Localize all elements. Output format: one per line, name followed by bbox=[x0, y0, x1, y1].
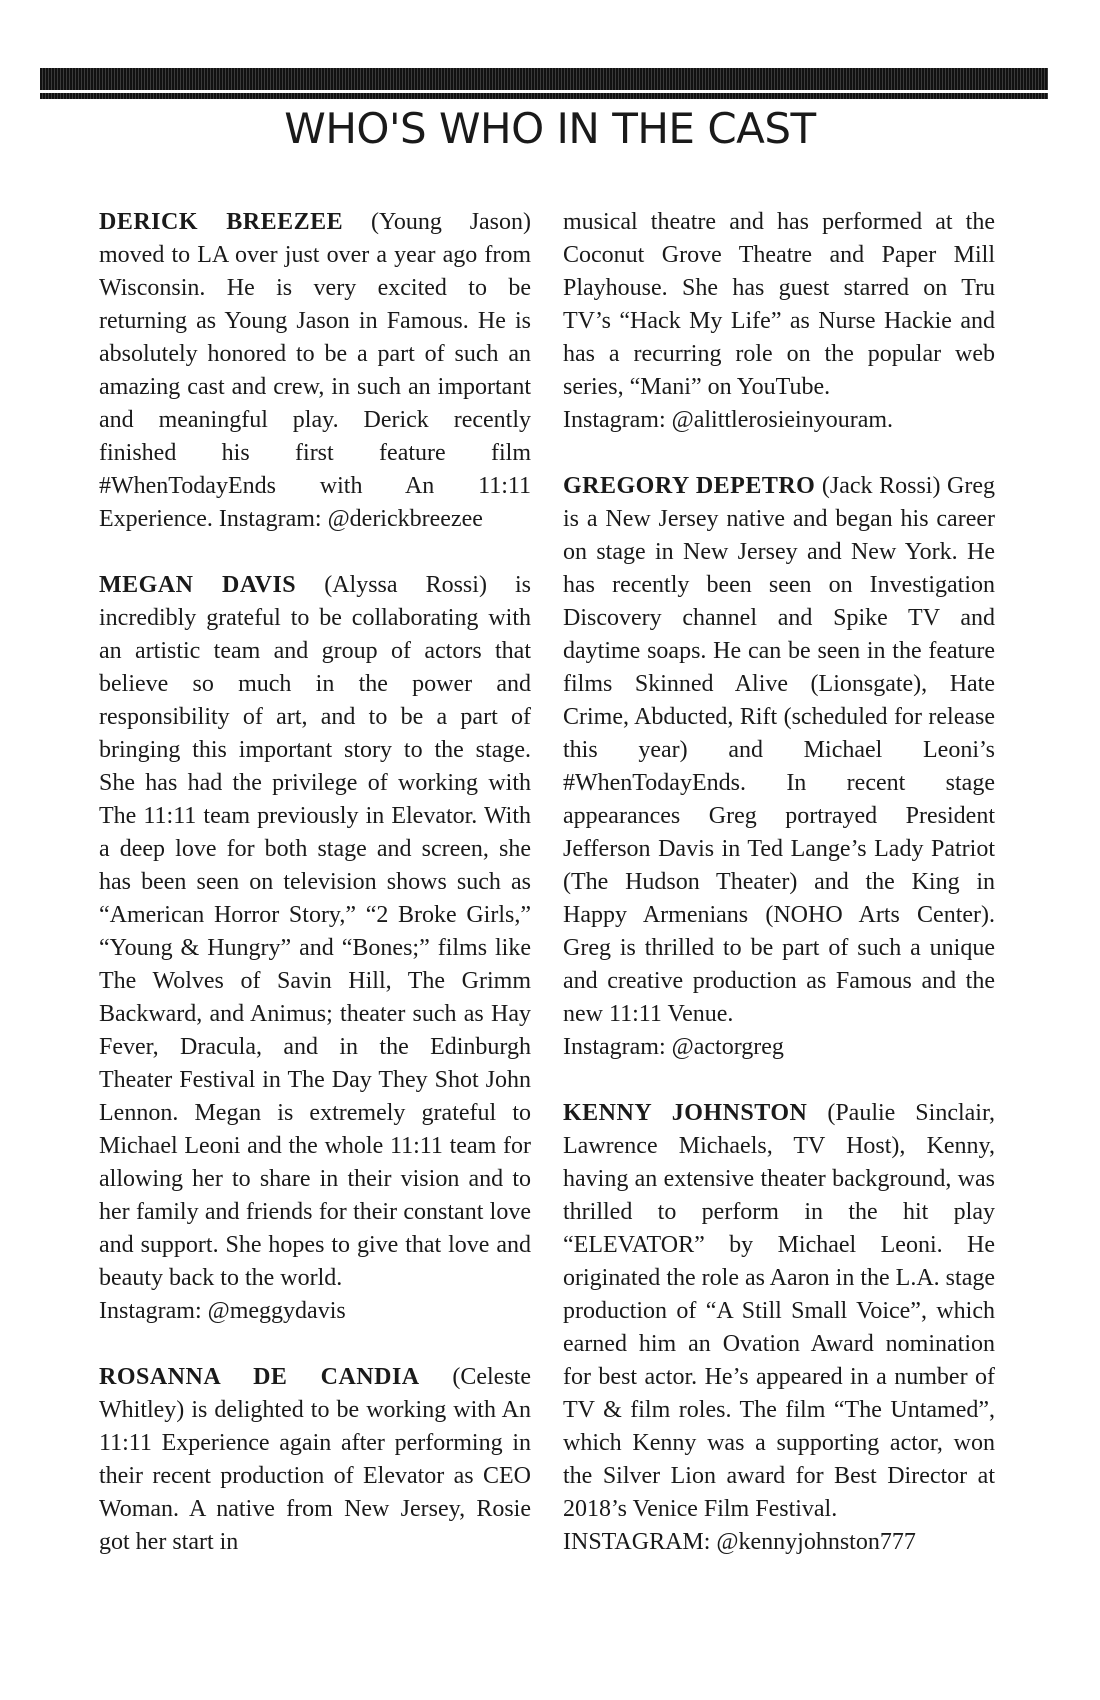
bio-rosanna-de-candia bbox=[99, 1361, 531, 1559]
bio-text-continued: musical theatre and has performed at the Coconut Grove Theatre and Paper Mill Playhouse. She has guest starred on Tru TV’s “Hack My Life” as Nurse Hackie and has a recurring role on the popular web series, “Mani” on YouTube. bbox=[563, 209, 995, 400]
header-rule-thin bbox=[40, 93, 1048, 99]
bio-megan-davis bbox=[99, 569, 531, 1328]
bio-name: MEGAN DAVIS bbox=[99, 572, 297, 598]
bio-role: (Celeste Whitley) bbox=[99, 1364, 531, 1423]
bio-social-handle: Instagram: @actorgreg bbox=[563, 1034, 784, 1060]
bio-text: is delighted to be working with An 11:11 Experience again after performing in their recent production of Elevator as CEO Woman. A native from New Jersey, Rosie got her start in bbox=[99, 1397, 532, 1555]
bio-role: (Jack Rossi) bbox=[821, 473, 941, 499]
bio-social-handle: Instagram: @alittlerosieinyouram. bbox=[563, 407, 894, 433]
bio-gregory-depetro bbox=[563, 470, 995, 1064]
bio-kenny-johnston bbox=[563, 1097, 995, 1559]
left-column bbox=[99, 206, 531, 1592]
bio-name: DERICK BREEZEE bbox=[99, 209, 344, 235]
bio-text: moved to LA over just over a year ago from Wisconsin. He is very excited to be returning as Young Jason in Famous. He is absolutely honored to be a part of such an amazing cast and crew, in such an important and meaningful play. Derick recently finished his first feature film #WhenTodayEnds with An 11:11 Experience. Instagram: @derickbreezee bbox=[99, 242, 531, 532]
right-column bbox=[563, 206, 995, 1592]
header-rule-thick bbox=[40, 68, 1048, 90]
bio-social-handle: Instagram: @meggydavis bbox=[99, 1298, 346, 1324]
bio-text: Greg is a New Jersey native and began his career on stage in New Jersey and New York. He has recently been seen on Investigation Discovery channel and Spike TV and daytime soaps. He can be seen in the feature films Skinned Alive (Lionsgate), Hate Crime, Abducted, Rift (scheduled for release this year) and Michael Leoni’s #WhenTodayEnds. In recent stage appearances Greg portrayed President Jefferson Davis in Ted Lange’s Lady Patriot (The Hudson Theater) and the King in Happy Armenians (NOHO Arts Center). Greg is thrilled to be part of such a unique and creative production as Famous and the new 11:11 Venue. bbox=[563, 473, 996, 1027]
bio-role: (Young Jason) bbox=[370, 209, 532, 235]
bio-social-handle: INSTAGRAM: @kennyjohnston777 bbox=[563, 1529, 916, 1555]
header-rule bbox=[40, 68, 1048, 102]
bio-name: KENNY JOHNSTON bbox=[563, 1100, 808, 1126]
bio-text: is incredibly grateful to be collaborating with an artistic team and group of actors that believe so much in the power and responsibility of art, and to be a part of bringing this important story to the stage. She has had the privilege of working with The 11:11 team previously in Elevator. With a deep love for both stage and screen, she has been seen on television shows such as “American Horror Story,” “2 Broke Girls,” “Young & Hungry” and “Bones;” films like The Wolves of Savin Hill, The Grimm Backward, and Animus; theater such as Hay Fever, Dracula, and in the Edinburgh Theater Festival in The Day They Shot John Lennon. Megan is extremely grateful to Michael Leoni and the whole 11:11 team for allowing her to share in their vision and to her family and friends for their constant love and support. She hopes to give that love and beauty back to the world. bbox=[99, 572, 532, 1291]
bio-rosanna-de-candia-continued bbox=[563, 206, 995, 437]
bio-name: GREGORY DEPETRO bbox=[563, 473, 816, 499]
bio-role: (Alyssa Rossi) bbox=[324, 572, 487, 598]
bio-derick-breezee bbox=[99, 206, 531, 536]
bio-name: ROSANNA DE CANDIA bbox=[99, 1364, 420, 1390]
bio-role: (Paulie Sinclair, Lawrence Michaels, TV Host), bbox=[563, 1100, 995, 1159]
bio-text: Kenny, having an extensive theater background, was thrilled to perform in the hit play “ELEVATOR” by Michael Leoni. He originated the role as Aaron in the L.A. stage production of “A Still Small Voice”, which earned him an Ovation Award nomination for best actor. He’s appeared in a number of TV & film roles. The film “The Untamed”, which Kenny was a supporting actor, won the Silver Lion award for Best Director at 2018’s Venice Film Festival. bbox=[563, 1133, 995, 1522]
page-title: WHO'S WHO IN THE CAST bbox=[284, 104, 816, 153]
